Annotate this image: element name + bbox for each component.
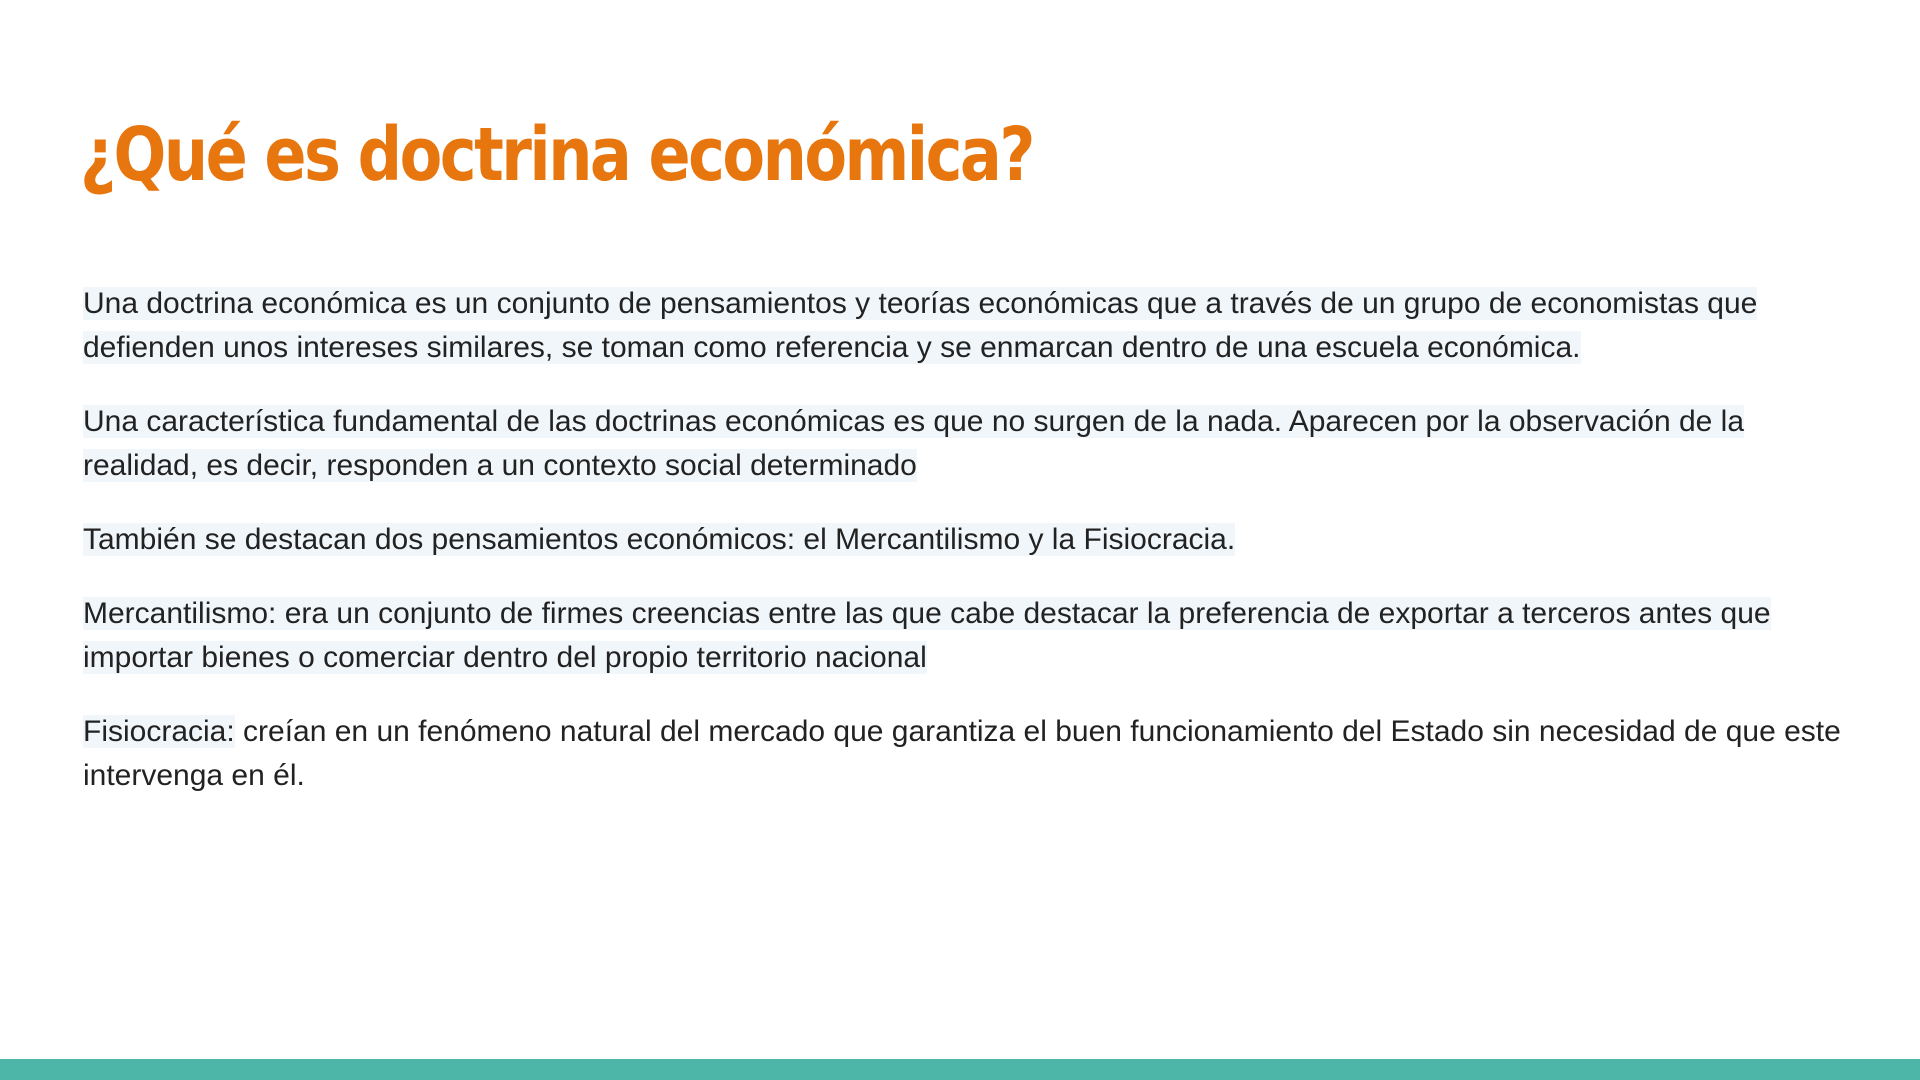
paragraph-schools	[83, 518, 1843, 562]
paragraph-mercantilism-text: Mercantilismo: era un conjunto de firmes creencias entre las que cabe destacar la preferencia de exportar a terceros antes que importar bienes o comerciar dentro del propio territorio nacional	[83, 597, 1771, 674]
slide-body	[83, 282, 1843, 828]
footer-accent-bar	[0, 1059, 1920, 1080]
paragraph-physiocracy	[83, 710, 1843, 798]
paragraph-definition	[83, 282, 1843, 370]
paragraph-characteristic	[83, 400, 1843, 488]
paragraph-physiocracy-label: Fisiocracia:	[83, 715, 235, 748]
paragraph-physiocracy-text: creían en un fenómeno natural del mercado que garantiza el buen funcionamiento del Estado sin necesidad de que este intervenga en él.	[83, 715, 1841, 792]
paragraph-definition-text: Una doctrina económica es un conjunto de pensamientos y teorías económicas que a través de un grupo de economistas que defienden unos intereses similares, se toman como referencia y se enmarcan dentro de una escuela económica.	[83, 287, 1758, 364]
slide-title: ¿Qué es doctrina económica?	[80, 112, 1033, 198]
paragraph-schools-text: También se destacan dos pensamientos económicos: el Mercantilismo y la Fisiocracia.	[83, 523, 1236, 556]
paragraph-characteristic-text: Una característica fundamental de las doctrinas económicas es que no surgen de la nada. Aparecen por la observación de la realidad, es decir, responden a un contexto social determinado	[83, 405, 1745, 482]
paragraph-mercantilism	[83, 592, 1843, 680]
